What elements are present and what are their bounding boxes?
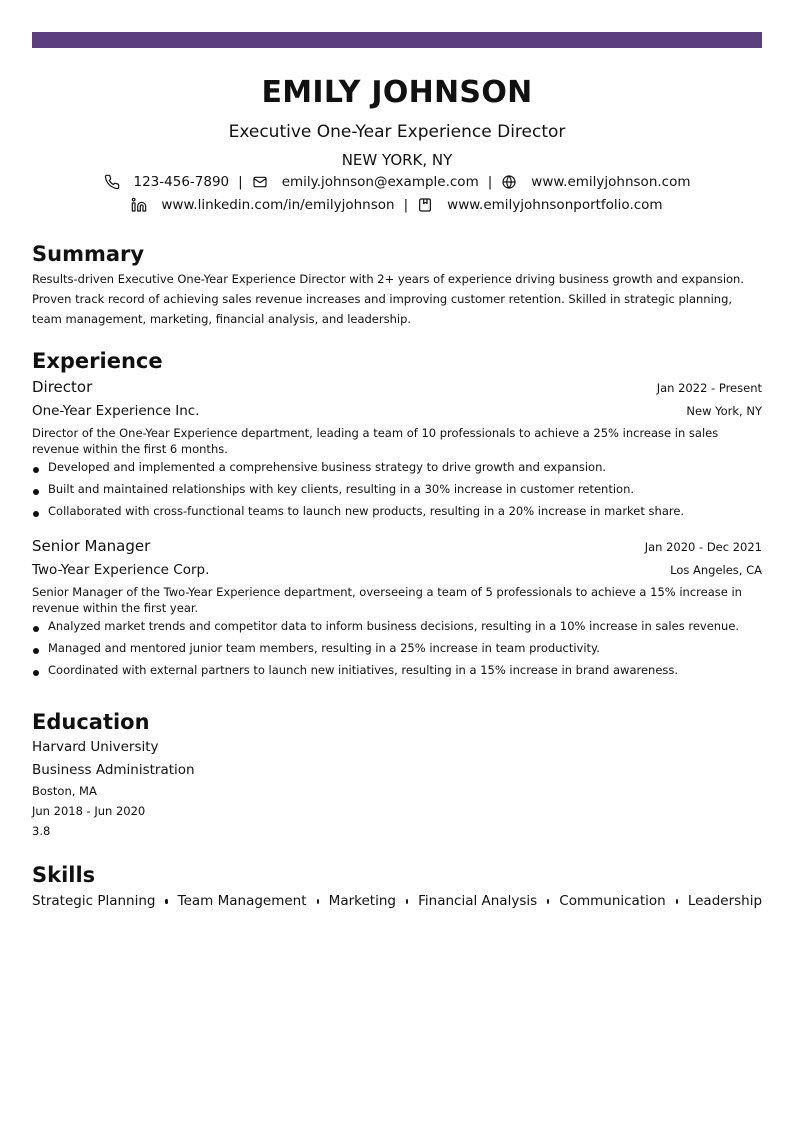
bullet-dot [406,899,408,904]
separator: | [238,174,243,190]
job-role: Director [32,378,93,396]
job-company-row [32,560,762,580]
skill-item: Financial Analysis [418,893,538,909]
candidate-location: NEW YORK, NY [341,151,453,169]
section-title: Skills [32,863,96,887]
job-location: New York, NY [686,404,762,418]
school-location: Boston, MA [32,784,97,798]
summary-text: Results-driven Executive One-Year Experience Director with 2+ years of experience driving business growth and expansion. Proven track record of achieving sales revenue increases and improving customer retention. Skilled in strategic planning, team management, marketing, financial analysis, and leadership. [32,272,744,326]
gpa: 3.8 [32,824,51,838]
portfolio-icon [417,197,433,213]
list-item: Built and maintained relationships with key clients, resulting in a 30% increase in customer retention. [32,481,762,497]
globe-icon [501,174,517,190]
separator: | [487,174,493,190]
section-title: Education [32,710,150,734]
skill-item: Communication [559,893,666,909]
job-header-row [32,377,762,397]
job-entry [32,536,762,678]
skills-list [32,890,762,912]
resume-header [0,74,794,215]
phone-number[interactable]: 123-456-7890 [133,174,230,190]
bullet-dot [317,899,319,904]
job-company: Two-Year Experience Corp. [32,562,210,578]
job-description: Senior Manager of the Two-Year Experience department, overseeing a team of 5 professionals to achieve a 15% increase in revenue within the first year. [32,585,742,615]
list-item: Analyzed market trends and competitor data to inform business decisions, resulting in a 10% increase in sales revenue. [32,618,762,634]
candidate-name: EMILY JOHNSON [261,75,533,110]
job-header-row [32,536,762,556]
phone-icon [104,174,120,190]
list-item: Collaborated with cross-functional teams to launch new products, resulting in a 20% increase in market share. [32,503,762,519]
contact-row-secondary [0,195,794,215]
experience-section [32,348,762,684]
bullet-dot [676,899,678,904]
separator: | [403,197,409,213]
job-location: Los Angeles, CA [670,563,762,577]
job-dates: Jan 2020 - Dec 2021 [644,540,762,554]
degree: Business Administration [32,762,195,778]
skills-section [32,862,762,912]
list-item: Developed and implemented a comprehensive business strategy to drive growth and expansion. [32,459,762,475]
linkedin-icon [131,197,147,213]
education-section [32,709,762,841]
mail-icon [252,174,268,190]
job-description: Director of the One-Year Experience department, leading a team of 10 professionals to achieve a 25% increase in sales revenue within the first 6 months. [32,426,719,456]
school-name: Harvard University [32,739,159,755]
job-company: One-Year Experience Inc. [32,403,200,419]
portfolio-link[interactable]: www.emilyjohnsonportfolio.com [447,197,663,213]
list-item: Coordinated with external partners to launch new initiatives, resulting in a 15% increase in brand awareness. [32,662,762,678]
section-title: Summary [32,242,145,266]
email-link[interactable]: emily.johnson@example.com [281,174,479,190]
website-link[interactable]: www.emilyjohnson.com [531,174,691,190]
job-dates: Jan 2022 - Present [656,381,762,395]
bullet-dot [547,899,549,904]
job-bullets [32,459,762,519]
summary-section [32,241,762,329]
job-bullets [32,618,762,678]
linkedin-link[interactable]: www.linkedin.com/in/emilyjohnson [161,197,395,213]
accent-bar [32,32,762,48]
contact-row-primary [0,172,794,192]
job-entry [32,377,762,519]
skill-item: Strategic Planning [32,893,156,909]
job-title: Executive One-Year Experience Director [228,122,566,142]
skill-item: Team Management [177,893,307,909]
skill-item: Marketing [328,893,396,909]
skill-item: Leadership [687,893,763,909]
section-title: Experience [32,349,163,373]
bullet-dot [165,899,167,904]
education-dates: Jun 2018 - Jun 2020 [32,804,146,818]
job-role: Senior Manager [32,537,151,555]
list-item: Managed and mentored junior team members, resulting in a 25% increase in team productivity. [32,640,762,656]
job-company-row [32,401,762,421]
